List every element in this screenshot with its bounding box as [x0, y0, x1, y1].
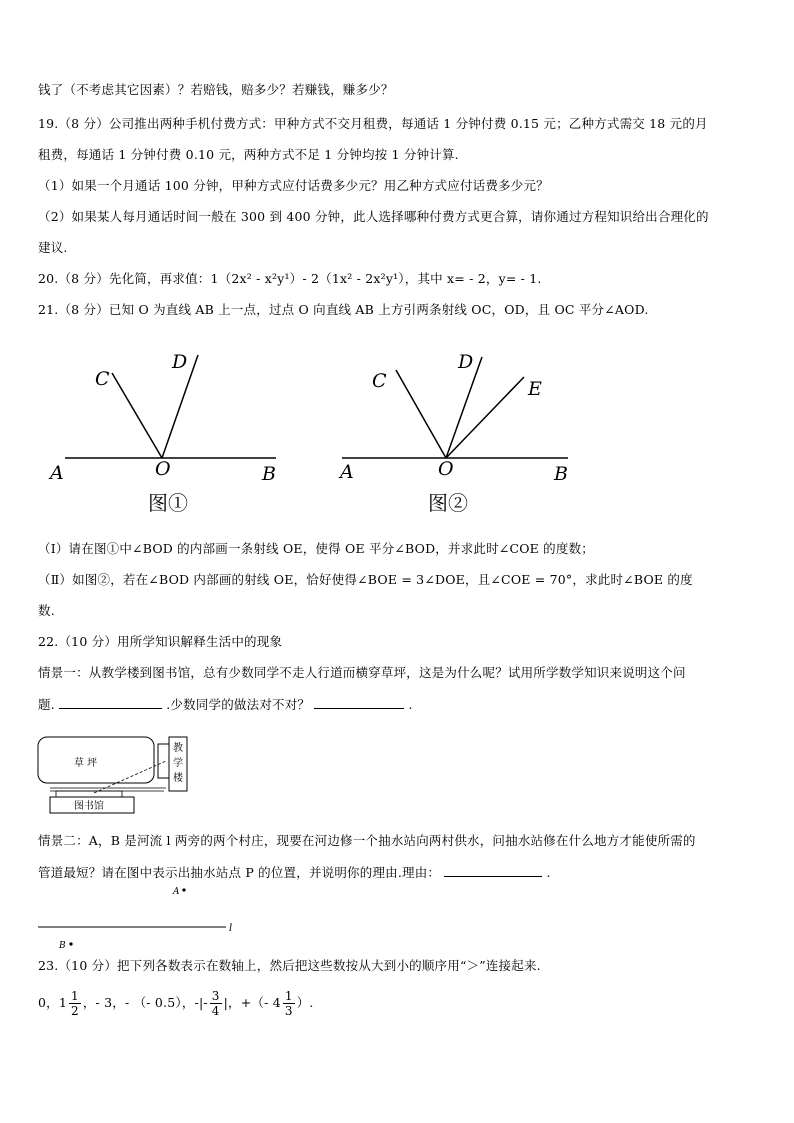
number-list-part-3: |，+（- 4	[223, 995, 281, 1010]
label-c: C	[372, 370, 387, 392]
scenario-1-text-b: .少数同学的做法对不对？	[166, 697, 311, 712]
question-19-part-2b: 建议.	[38, 240, 68, 255]
fraction-2-denominator: 4	[211, 1004, 220, 1018]
scenario-2-text-b: .	[546, 865, 551, 880]
label-a: A	[50, 462, 64, 484]
fraction-one-half	[69, 989, 81, 1018]
reason-blank[interactable]	[444, 864, 542, 877]
building-char-2: 学	[173, 758, 183, 769]
label-e: E	[528, 378, 542, 400]
number-list-part-4: ）.	[296, 995, 314, 1010]
ray-oc	[112, 373, 162, 458]
scenario-1-line-2	[38, 696, 413, 713]
lawn-label: 草 坪	[74, 758, 98, 769]
fraction-1-denominator: 2	[71, 1004, 79, 1018]
question-18-tail: 钱了（不考虑其它因素）？若赔钱，赔多少？若赚钱，赚多少？	[38, 82, 394, 97]
village-a-label: A	[173, 887, 180, 897]
number-list-part-1: 0，1	[38, 995, 68, 1010]
question-21-part-2b: 数.	[38, 603, 55, 618]
village-b-label: B	[59, 941, 66, 951]
question-23-stem: 23.（10 分）把下列各数表示在数轴上，然后把这些数按从大到小的顺序用“＞”连接起来.	[38, 958, 541, 973]
label-b: B	[554, 463, 568, 485]
scenario-2-line-2	[38, 864, 551, 881]
campus-diagram	[36, 733, 196, 818]
question-22-stem: 22.（10 分）用所学知识解释生活中的现象	[38, 634, 283, 649]
river-diagram	[36, 880, 256, 952]
label-o: O	[438, 458, 454, 480]
question-19-line-2: 租费，每通话 1 分钟付费 0.10 元，两种方式不足 1 分钟均按 1 分钟计算.	[38, 147, 459, 162]
fraction-2-numerator: 3	[211, 989, 220, 1003]
figure-2	[330, 345, 590, 520]
figure-1	[40, 345, 300, 520]
scenario-1-text-a: 题.	[38, 697, 55, 712]
building-char-3: 楼	[173, 773, 183, 784]
answer-blank-1[interactable]	[59, 696, 162, 709]
answer-blank-2[interactable]	[314, 696, 404, 709]
library-marker	[56, 791, 122, 797]
question-21-stem: 21.（8 分）已知 O 为直线 AB 上一点，过点 O 向直线 AB 上方引两条射线 OC，OD，且 OC 平分∠AOD.	[38, 302, 649, 317]
question-20: 20.（8 分）先化简，再求值：1（2x² - x²y¹）- 2（1x² - 2x²y¹），其中 x= - 2，y= - 1.	[38, 271, 542, 286]
scenario-1-text-c: .	[408, 697, 413, 712]
building-char-1: 教	[173, 743, 183, 754]
library-label: 图书馆	[74, 801, 104, 812]
scenario-2-line-1: 情景二：A，B 是河流 l 两旁的两个村庄，现要在河边修一个抽水站向两村供水，问抽水站修在什么地方才能使所需的	[38, 833, 696, 848]
question-19-line-1: 19.（8 分）公司推出两种手机付费方式：甲种方式不交月租费，每通话 1 分钟付费 0.15 元；乙种方式需交 18 元的月	[38, 116, 708, 131]
question-19-part-1: （1）如果一个月通话 100 分钟，甲种方式应付话费多少元？用乙种方式应付话费多少元？	[38, 178, 549, 193]
ray-oc	[396, 370, 446, 458]
figure-1-caption: 图①	[148, 491, 188, 515]
fraction-three-quarters	[210, 989, 222, 1018]
fraction-one-third	[283, 989, 295, 1018]
number-list-part-2: ，- 3，- （- 0.5），-|-	[82, 995, 208, 1010]
ray-oe	[446, 377, 524, 458]
label-b: B	[262, 463, 276, 485]
fraction-3-denominator: 3	[284, 1004, 293, 1018]
scenario-1-line-1: 情景一：从教学楼到图书馆，总有少数同学不走人行道而横穿草坪，这是为什么呢？试用所学数学知识来说明这个问	[38, 665, 686, 680]
fraction-3-numerator: 1	[284, 989, 293, 1003]
label-d: D	[458, 351, 474, 373]
question-21-part-1: （Ⅰ）请在图①中∠BOD 的内部画一条射线 OE，使得 OE 平分∠BOD，并求此时∠COE 的度数；	[38, 541, 594, 556]
label-c: C	[95, 368, 110, 390]
label-a: A	[340, 461, 354, 483]
question-19-part-2a: （2）如果某人每月通话时间一般在 300 到 400 分钟，此人选择哪种付费方式更合算，请你通过方程知识给出合理化的	[38, 209, 709, 224]
label-d: D	[172, 351, 188, 373]
label-o: O	[155, 458, 171, 480]
fraction-1-numerator: 1	[71, 989, 79, 1003]
figure-2-caption: 图②	[428, 491, 468, 515]
question-21-part-2a: （Ⅱ）如图②，若在∠BOD 内部画的射线 OE，恰好使得∠BOE = 3∠DOE，且∠COE = 70°，求此时∠BOE 的度	[38, 572, 693, 587]
river-label: l	[229, 923, 233, 934]
building-side	[158, 744, 169, 778]
scenario-2-text-a: 管道最短？请在图中表示出抽水站点 P 的位置，并说明你的理由.理由：	[38, 865, 441, 880]
question-23-numbers	[38, 988, 314, 1022]
village-b-point	[69, 942, 72, 945]
village-a-point	[182, 888, 185, 891]
